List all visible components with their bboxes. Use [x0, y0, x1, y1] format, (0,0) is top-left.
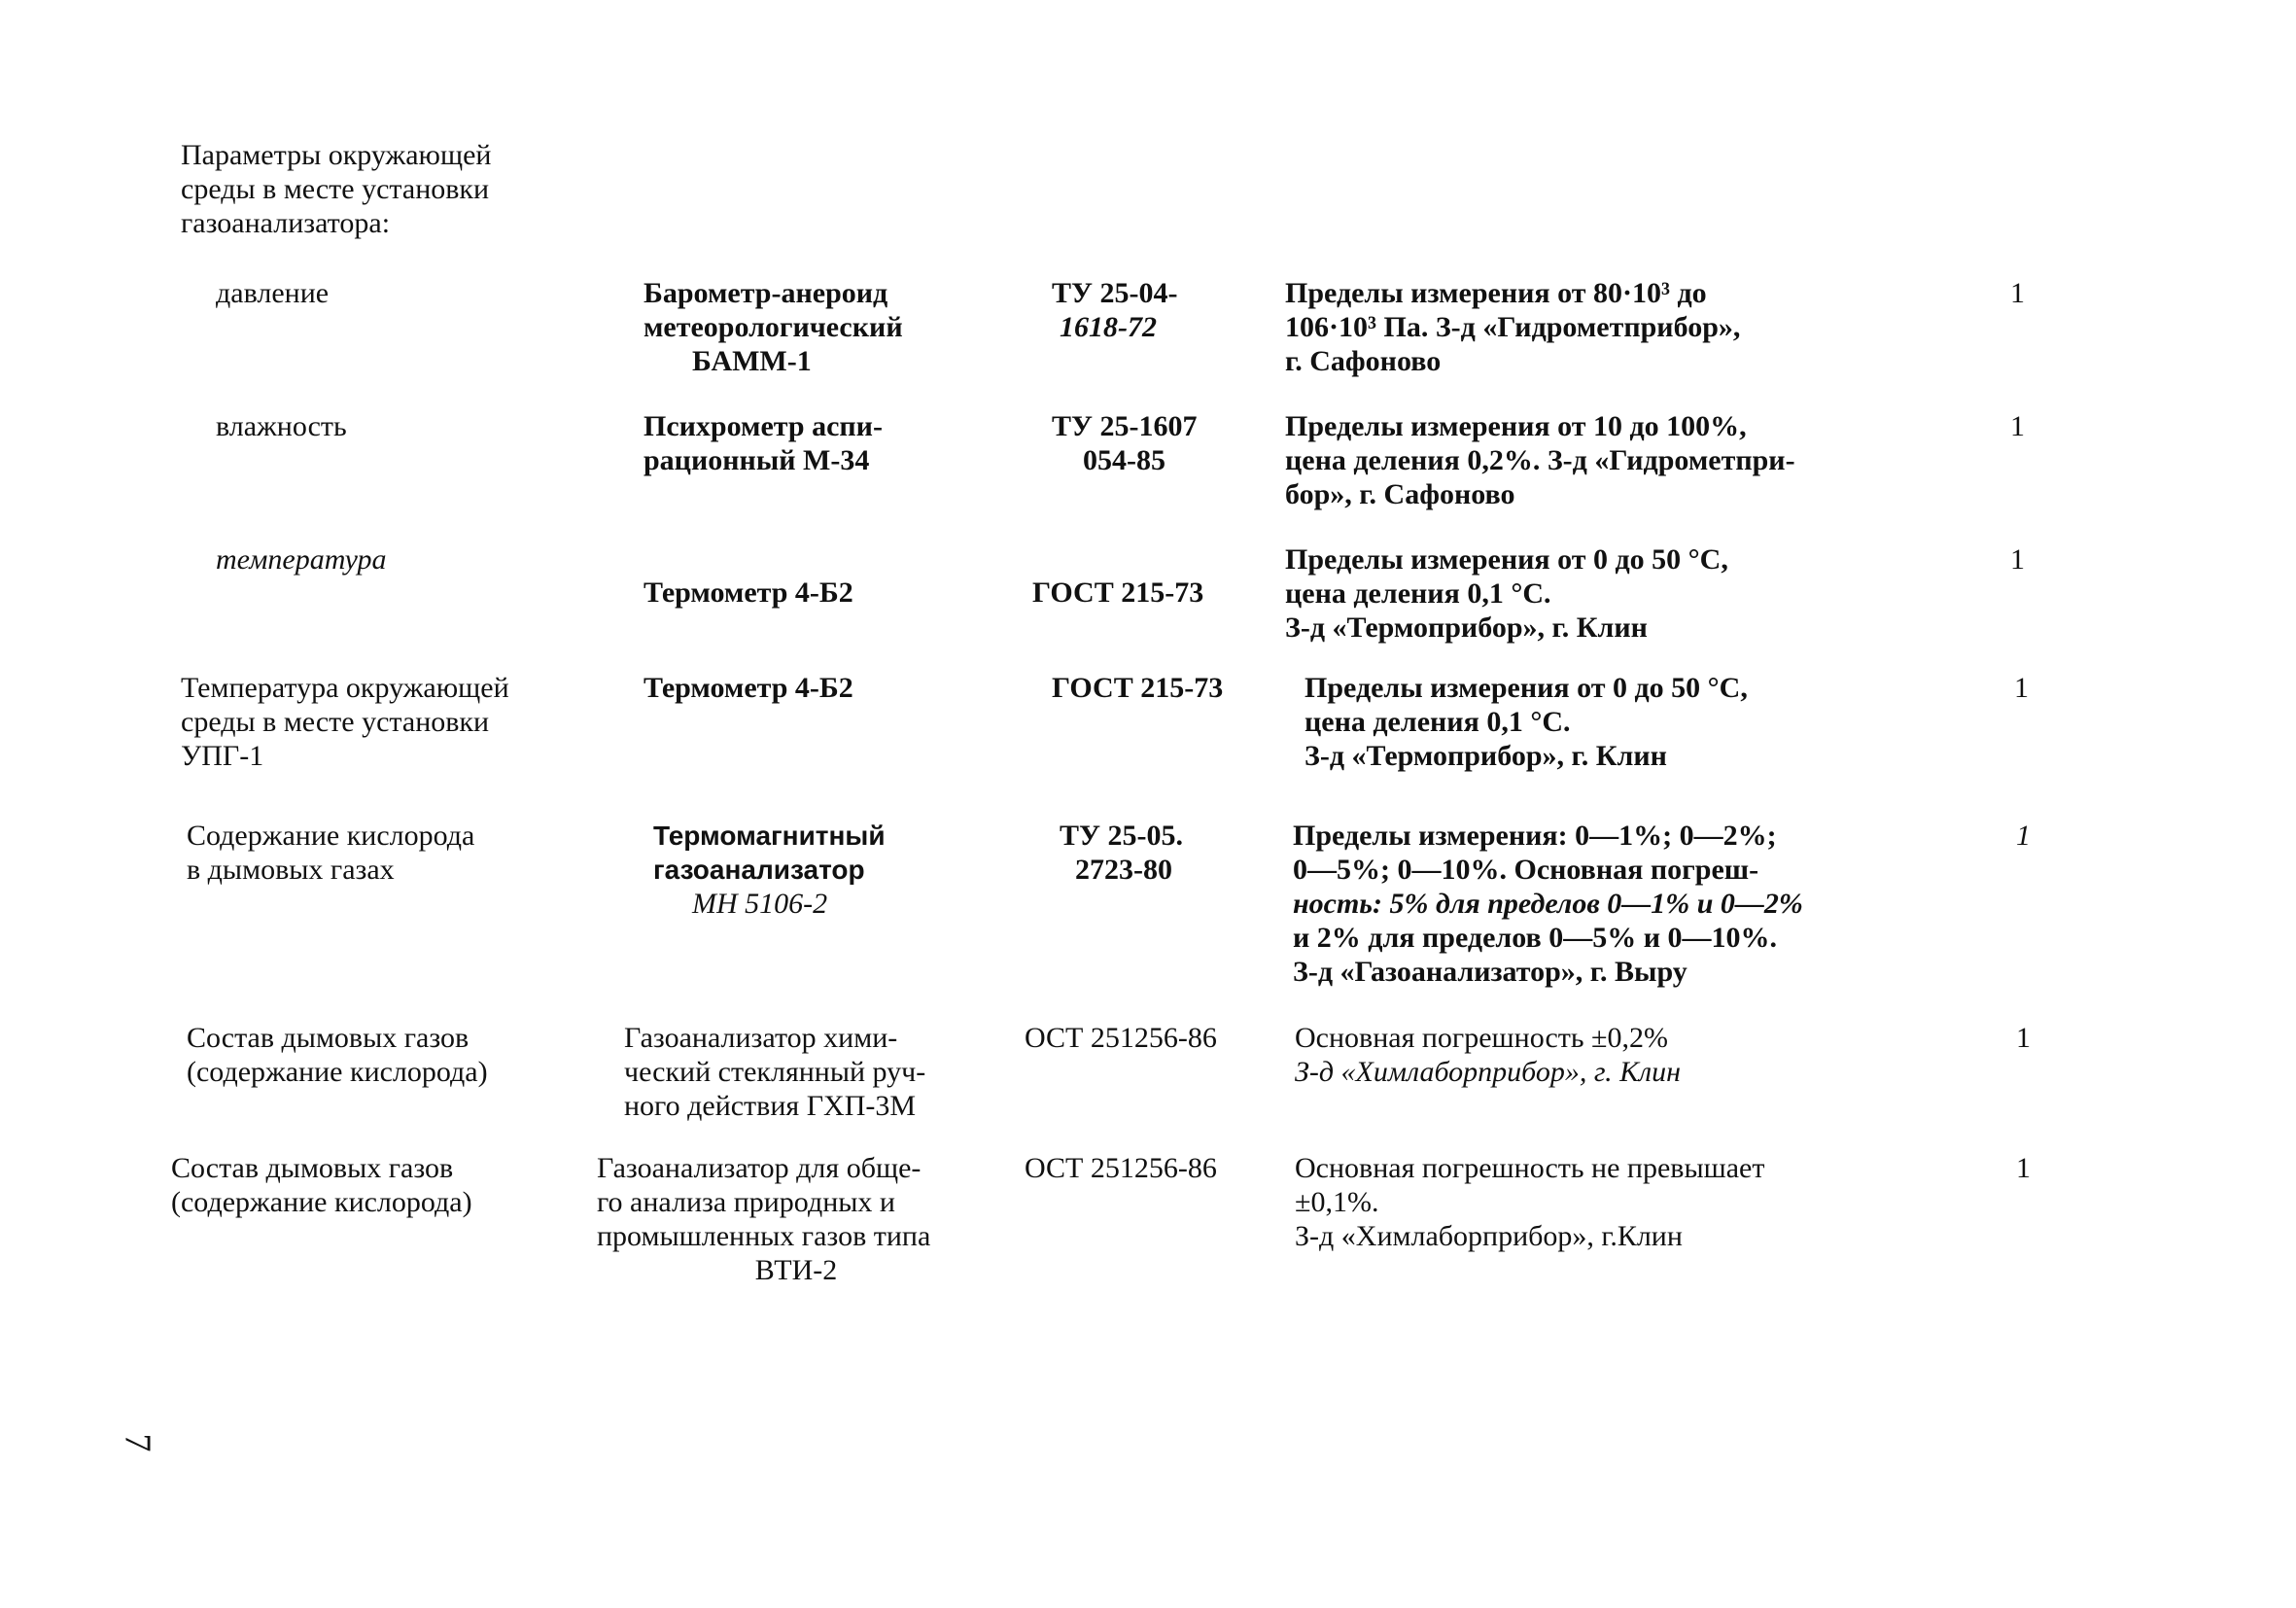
parameter-text: в дымовых газах	[187, 854, 395, 886]
parameter-cell	[216, 276, 546, 310]
description-text: З-д «Химлаборприбор», г.Клин	[1295, 1220, 1683, 1252]
description-text: бор», г. Сафоново	[1285, 478, 1515, 510]
description-text: ±0,1%.	[1295, 1186, 1379, 1218]
device-text: Термомагнитный	[653, 821, 886, 851]
parameter-text: среды в месте установки	[181, 706, 490, 738]
parameter-text: давление	[216, 277, 330, 309]
description-text: и 2% для пределов 0—5% и 0—10%.	[1293, 922, 1777, 954]
parameter-text: влажность	[216, 410, 347, 442]
description-text: Пределы измерения от 0 до 50 °С,	[1305, 672, 1748, 704]
device-text: ческий стеклянный руч-	[624, 1056, 926, 1088]
device-text: Барометр-анероид	[644, 277, 888, 309]
standard-text: 054-85	[1083, 444, 1165, 476]
description-text: ность: 5% для пределов 0—1% и 0—2%	[1293, 888, 1803, 920]
parameter-text: Содержание кислорода	[187, 820, 475, 852]
parameter-cell	[187, 1021, 585, 1089]
standard-text: 2723-80	[1075, 854, 1172, 886]
quantity-cell: 1	[2010, 277, 2025, 309]
device-cell	[644, 409, 993, 477]
parameter-text: Температура окружающей	[181, 672, 509, 704]
device-text: ВТИ-2	[754, 1254, 838, 1286]
description-text: Пределы измерения от 80·10³ до	[1285, 277, 1707, 309]
standard-text: ГОСТ 215-73	[1052, 672, 1224, 704]
parameter-text: Состав дымовых газов	[187, 1022, 470, 1054]
parameter-cell	[216, 542, 546, 577]
device-text: БАММ-1	[692, 345, 812, 377]
standard-text: ТУ 25-05.	[1060, 820, 1184, 852]
description-text: Пределы измерения от 10 до 100%,	[1285, 410, 1747, 442]
parameter-text: УПГ-1	[181, 740, 264, 772]
description-cell	[1295, 1021, 1917, 1089]
description-text: З-д «Термоприбор», г. Клин	[1305, 740, 1667, 772]
parameter-cell	[171, 1151, 570, 1219]
device-cell	[644, 276, 993, 378]
description-text: цена деления 0,2%. З-д «Гидрометпри-	[1285, 444, 1795, 476]
parameter-text: (содержание кислорода)	[171, 1186, 472, 1218]
parameter-text: (содержание кислорода)	[187, 1056, 488, 1088]
device-text: МН 5106-2	[692, 888, 828, 920]
device-cell	[653, 819, 974, 921]
device-text: метеорологический	[644, 311, 903, 343]
device-cell	[644, 671, 993, 705]
intro-line: газоанализатора:	[181, 207, 391, 239]
description-cell	[1285, 409, 1907, 511]
device-text: Газоанализатор хими-	[624, 1022, 898, 1054]
intro-line: среды в месте установки	[181, 173, 490, 205]
page-number: 7	[117, 1433, 158, 1452]
description-text: Пределы измерения от 0 до 50 °С,	[1285, 543, 1728, 576]
device-cell	[597, 1151, 995, 1287]
device-text: газоанализатор	[653, 855, 865, 885]
description-text: Пределы измерения: 0—1%; 0—2%;	[1293, 820, 1777, 852]
quantity-cell: 1	[2016, 1152, 2031, 1184]
standard-text: ТУ 25-04-	[1052, 277, 1178, 309]
device-text: Газоанализатор для обще-	[597, 1152, 922, 1184]
description-text: 106·10³ Па. З-д «Гидрометприбор»,	[1285, 311, 1741, 343]
standard-cell	[1052, 671, 1266, 705]
device-cell	[624, 1021, 993, 1123]
standard-text: ГОСТ 215-73	[1032, 577, 1204, 609]
standard-cell	[1025, 1151, 1258, 1185]
standard-text: 1618-72	[1060, 311, 1157, 343]
device-text: Термометр 4-Б2	[644, 577, 853, 609]
parameter-text: температура	[216, 543, 387, 576]
description-cell	[1285, 276, 1907, 378]
quantity-cell: 1	[2010, 410, 2025, 442]
quantity-cell: 1	[2014, 672, 2029, 704]
standard-cell	[1060, 819, 1254, 887]
parameter-cell	[216, 409, 546, 443]
standard-cell	[1032, 576, 1246, 610]
description-text: Основная погрешность ±0,2%	[1295, 1022, 1669, 1054]
description-cell	[1295, 1151, 1917, 1253]
quantity-cell: 1	[2016, 820, 2031, 852]
description-text: З-д «Термоприбор», г. Клин	[1285, 612, 1648, 644]
device-text: Психрометр аспи-	[644, 410, 883, 442]
environment-parameters-heading	[181, 138, 599, 240]
device-text: промышленных газов типа	[597, 1220, 931, 1252]
description-text: З-д «Газоанализатор», г. Выру	[1293, 956, 1687, 988]
device-text: го анализа природных и	[597, 1186, 895, 1218]
intro-line: Параметры окружающей	[181, 139, 492, 171]
device-cell	[644, 576, 993, 610]
standard-text: ОСТ 251256-86	[1025, 1022, 1217, 1054]
description-text: З-д «Химлаборприбор», г. Клин	[1295, 1056, 1682, 1088]
device-text: Термометр 4-Б2	[644, 672, 853, 704]
parameter-cell	[181, 671, 579, 773]
description-text: цена деления 0,1 °С.	[1285, 577, 1551, 610]
quantity-cell: 1	[2016, 1022, 2031, 1054]
description-text: цена деления 0,1 °С.	[1305, 706, 1571, 738]
device-text: ного действия ГХП-3М	[624, 1090, 917, 1122]
standard-text: ТУ 25-1607	[1052, 410, 1198, 442]
device-text: рационный М-34	[644, 444, 870, 476]
description-text: 0—5%; 0—10%. Основная погреш-	[1293, 854, 1759, 886]
standard-text: ОСТ 251256-86	[1025, 1152, 1217, 1184]
description-cell	[1285, 542, 1907, 645]
parameter-text: Состав дымовых газов	[171, 1152, 454, 1184]
description-text: г. Сафоново	[1285, 345, 1442, 377]
standard-cell	[1052, 409, 1246, 477]
standard-cell	[1025, 1021, 1258, 1055]
description-cell	[1293, 819, 1915, 989]
description-cell	[1305, 671, 1927, 773]
quantity-cell: 1	[2010, 543, 2025, 576]
standard-cell	[1052, 276, 1246, 344]
parameter-cell	[187, 819, 585, 887]
description-text: Основная погрешность не превышает	[1295, 1152, 1765, 1184]
